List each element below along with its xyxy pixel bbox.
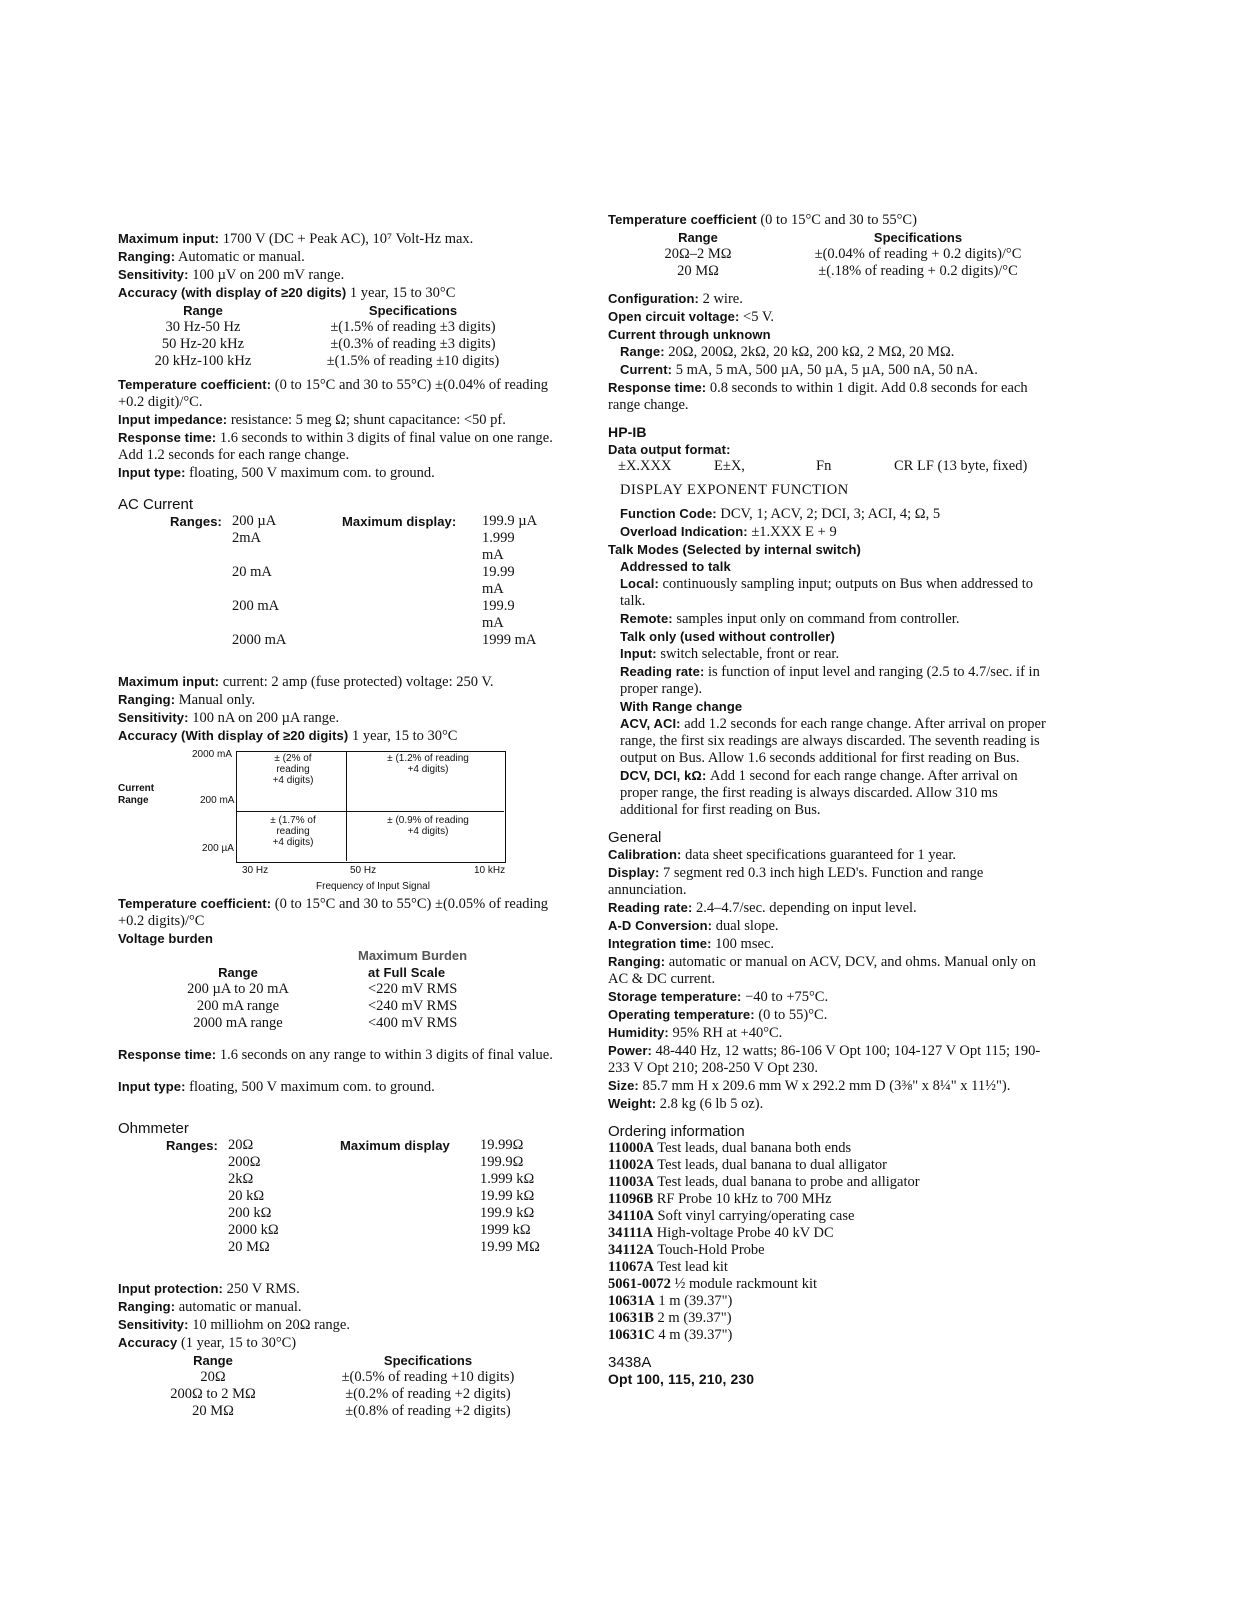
cell-bottom-left: ± (1.7% of reading +4 digits) [270, 815, 316, 848]
ohm-tempco-table [608, 229, 1048, 280]
x-tick-30hz: 30 Hz [242, 865, 269, 876]
display-exponent-function-line: DISPLAY EXPONENT FUNCTION [620, 482, 849, 498]
list-item: Calibration: data sheet specifications guaranteed for 1 year. [608, 847, 957, 863]
cell-top-right: ± (1.2% of reading +4 digits) [387, 753, 469, 775]
list-item: A-D Conversion: dual slope. [608, 918, 779, 934]
left-column [118, 230, 573, 1420]
grid-horizontal-divider [236, 811, 504, 812]
list-item: Weight: 2.8 kg (6 lb 5 oz). [608, 1096, 764, 1112]
table-row: 20 MΩ ±(0.8% of reading +2 digits) [192, 1403, 511, 1419]
table-row: 200 kΩ 199.9 kΩ [228, 1205, 535, 1221]
table-header-spec: Specifications [383, 1353, 473, 1368]
list-item: 10631A 1 m (39.37") [608, 1293, 733, 1309]
open-circuit-line: Open circuit voltage: <5 V. [608, 309, 775, 325]
y-tick-mid: 200 mA [200, 795, 235, 806]
function-code-line: Function Code: DCV, 1; ACV, 2; DCI, 3; ACI, 4; Ω, 5 [620, 506, 941, 522]
burden-header-full-scale: at Full Scale [368, 965, 446, 980]
max-input-line: Maximum input: 1700 V (DC + Peak AC), 10⁷ Volt-Hz max. [118, 231, 474, 247]
sensitivity-line: Sensitivity: 100 µV on 200 mV range. [118, 267, 345, 283]
ohm-sensitivity-line: Sensitivity: 10 milliohm on 20Ω range. [118, 1317, 350, 1333]
cell-top-left: ± (2% of reading +4 digits) [272, 753, 314, 786]
input-impedance-line: Input impedance: resistance: 5 meg Ω; shunt capacitance: <50 pf. [118, 412, 506, 428]
table-row: Ranges: 20Ω Maximum display 19.99Ω [166, 1137, 524, 1153]
list-item: 11000A Test leads, dual banana both ends [608, 1140, 852, 1156]
list-item: 34112A Touch-Hold Probe [608, 1242, 765, 1258]
configuration-line: Configuration: 2 wire. [608, 291, 743, 307]
ac-current-response-line: Response time: 1.6 seconds on any range to within 3 digits of final value. [118, 1047, 553, 1063]
list-item: 11003A Test leads, dual banana to probe and alligator [608, 1174, 920, 1190]
table-header-range: Range [183, 303, 223, 318]
list-item: 5061-0072 ½ module rackmount kit [608, 1276, 818, 1292]
ranging-line: Ranging: Automatic or manual. [118, 249, 305, 265]
right-column [608, 211, 1058, 1388]
table-row: 2000 kΩ 1999 kΩ [228, 1222, 531, 1238]
talk-only-heading: Talk only (used without controller) [620, 629, 835, 644]
ohm-accuracy-line: Accuracy (1 year, 15 to 30°C) [118, 1335, 297, 1351]
ac-current-max-input-line: Maximum input: current: 2 amp (fuse protected) voltage: 250 V. [118, 674, 494, 690]
list-item: Humidity: 95% RH at +40°C. [608, 1025, 783, 1041]
table-row: 2000 mA 1999 mA [232, 632, 537, 648]
dcv-dci-line: DCV, DCI, kΩ: Add 1 second for each range change. After arrival on proper range, the first reading is always discarded. Allow 310 ms additional for first reading on Bus. [620, 768, 1018, 818]
list-item: 10631C 4 m (39.37") [608, 1327, 733, 1343]
voltage-burden-heading: Voltage burden [118, 931, 214, 946]
table-row: 20 MΩ ±(.18% of reading + 0.2 digits)/°C [677, 263, 1018, 279]
table-row: 2mA 1.999 mA [232, 530, 515, 563]
list-item: Ranging: automatic or manual on ACV, DCV, and ohms. Manual only on AC & DC current. [608, 954, 1036, 987]
table-row: 20Ω–2 MΩ ±(0.04% of reading + 0.2 digits)/°C [664, 246, 1022, 262]
addressed-to-talk-heading: Addressed to talk [620, 559, 731, 574]
response-time-line: Response time: 1.6 seconds to within 3 digits of final value on one range. Add 1.2 seconds for each range change. [118, 430, 553, 463]
table-row: 20 MΩ 19.99 MΩ [228, 1239, 540, 1255]
model-number: 3438A [608, 1354, 652, 1371]
table-row: 2kΩ 1.999 kΩ [228, 1171, 535, 1187]
table-row: 30 Hz-50 Hz ±(1.5% of reading ±3 digits) [165, 319, 496, 335]
table-header-spec: Specifications [873, 230, 963, 245]
ac-current-ranges-table [118, 513, 538, 649]
list-item: Size: 85.7 mm H x 209.6 mm W x 292.2 mm D (3⅜" x 8¼" x 11½"). [608, 1078, 1011, 1094]
list-item: 11096B RF Probe 10 kHz to 700 MHz [608, 1191, 832, 1207]
ac-current-accuracy-line: Accuracy (With display of ≥20 digits) 1 year, 15 to 30°C [118, 728, 458, 744]
y-axis-label-line1: Current [118, 783, 155, 794]
ac-current-input-type-line: Input type: floating, 500 V maximum com. to ground. [118, 1079, 435, 1095]
table-row: 200 mA 199.9 mA [232, 598, 515, 631]
y-tick-top: 2000 mA [192, 749, 233, 760]
table-row: 20Ω ±(0.5% of reading +10 digits) [200, 1369, 515, 1385]
table-row: 2000 mA range <400 mV RMS [193, 1015, 458, 1031]
ac-current-tempco-line: Temperature coefficient: (0 to 15°C and 30 to 55°C) ±(0.05% of reading +0.2 digits)/°C [118, 896, 549, 929]
list-item: 11067A Test lead kit [608, 1259, 728, 1275]
list-item: Display: 7 segment red 0.3 inch high LED's. Function and range annunciation. [608, 865, 984, 898]
list-item: Operating temperature: (0 to 55)°C. [608, 1007, 828, 1023]
burden-header-range: Range [218, 965, 258, 980]
x-tick-10khz: 10 kHz [474, 865, 506, 876]
table-header-spec: Specifications [368, 303, 458, 318]
table-row: 200Ω to 2 MΩ ±(0.2% of reading +2 digits) [170, 1386, 511, 1402]
table-row: 20 kΩ 19.99 kΩ [228, 1188, 535, 1204]
table-row: Ranges: 200 µA Maximum display: 199.9 µA [170, 513, 538, 529]
table-header-range: Range [678, 230, 718, 245]
general-heading: General [608, 829, 662, 846]
general-list [608, 846, 1058, 1113]
list-item: Storage temperature: −40 to +75°C. [608, 989, 829, 1005]
table-header-range: Range [193, 1353, 233, 1368]
accuracy-line: Accuracy (with display of ≥20 digits) 1 year, 15 to 30°C [118, 285, 456, 301]
cell-bottom-right: ± (0.9% of reading +4 digits) [387, 815, 469, 837]
unknown-range-line: Range: 20Ω, 200Ω, 2kΩ, 20 kΩ, 200 kΩ, 2 MΩ, 20 MΩ. [620, 344, 955, 360]
with-range-change-heading: With Range change [620, 699, 743, 714]
table-row: 20 mA 19.99 mA [232, 564, 515, 597]
table-row: 200 µA to 20 mA <220 mV RMS [187, 981, 458, 997]
remote-line: Remote: samples input only on command from controller. [620, 611, 960, 627]
ohm-tempco-line: Temperature coefficient (0 to 15°C and 30 to 55°C) [608, 212, 917, 228]
voltage-burden-table [118, 947, 538, 1032]
list-item: Power: 48-440 Hz, 12 watts; 86-106 V Opt 100; 104-127 V Opt 115; 190-233 V Opt 210; 208-250 V Opt 230. [608, 1043, 1041, 1076]
ac-current-sensitivity-line: Sensitivity: 100 nA on 200 µA range. [118, 710, 340, 726]
x-axis-label: Frequency of Input Signal [316, 881, 430, 892]
burden-header-max: Maximum Burden [358, 948, 468, 963]
list-item: 34111A High-voltage Probe 40 kV DC [608, 1225, 834, 1241]
table-row: 200Ω 199.9Ω [228, 1154, 524, 1170]
list-item: Reading rate: 2.4–4.7/sec. depending on input level. [608, 900, 917, 916]
data-output-format-row: ±X.XXX E±X, Fn CR LF (13 byte, fixed) [618, 458, 1028, 474]
ac-current-heading: AC Current [118, 496, 194, 513]
list-item: Integration time: 100 msec. [608, 936, 774, 952]
input-line: Input: switch selectable, front or rear. [620, 646, 840, 662]
input-type-line: Input type: floating, 500 V maximum com. to ground. [118, 465, 435, 481]
model-options: Opt 100, 115, 210, 230 [608, 1371, 755, 1387]
table-row: 50 Hz-20 kHz ±(0.3% of reading ±3 digits) [161, 336, 496, 352]
hpib-heading: HP-IB [608, 424, 647, 440]
reading-rate-line: Reading rate: is function of input level and ranging (2.5 to 4.7/sec. if in proper range). [620, 664, 1040, 697]
x-tick-50hz: 50 Hz [350, 865, 377, 876]
ordering-information-heading: Ordering information [608, 1123, 745, 1140]
ohmmeter-ranges-table [118, 1137, 548, 1256]
local-line: Local: continuously sampling input; outputs on Bus when addressed to talk. [620, 576, 1034, 609]
input-protection-line: Input protection: 250 V RMS. [118, 1281, 300, 1297]
ohm-accuracy-table [118, 1352, 548, 1420]
list-item: 34110A Soft vinyl carrying/operating case [608, 1208, 855, 1224]
ohm-response-line: Response time: 0.8 seconds to within 1 digit. Add 0.8 seconds for each range change. [608, 380, 1028, 413]
acv-aci-line: ACV, ACI: add 1.2 seconds for each range change. After arrival on proper range, the first six readings are always discarded. The seventh reading is output on Bus. Allow 1.6 seconds additional for first reading on Bus. [620, 716, 1046, 766]
talk-modes-heading: Talk Modes (Selected by internal switch) [608, 542, 861, 557]
table-row: 20 kHz-100 kHz ±(1.5% of reading ±10 digits) [154, 353, 500, 369]
ordering-list [608, 1140, 1058, 1344]
y-axis-label-line2: Range [118, 795, 149, 806]
ohmmeter-heading: Ohmmeter [118, 1120, 189, 1137]
ac-current-ranging-line: Ranging: Manual only. [118, 692, 256, 708]
table-row: 200 mA range <240 mV RMS [196, 998, 458, 1014]
ac-voltage-accuracy-table [118, 302, 538, 370]
overload-indication-line: Overload Indication: ±1.XXX E + 9 [620, 524, 837, 540]
data-output-format-label: Data output format: [608, 442, 731, 457]
y-tick-bottom: 200 µA [202, 843, 234, 854]
tempco-line: Temperature coefficient: (0 to 15°C and 30 to 55°C) ±(0.04% of reading +0.2 digit)/°C. [118, 377, 549, 410]
accuracy-grid-diagram [118, 745, 573, 895]
current-through-unknown-heading: Current through unknown [608, 327, 771, 342]
list-item: 10631B 2 m (39.37") [608, 1310, 732, 1326]
ohm-ranging-line: Ranging: automatic or manual. [118, 1299, 302, 1315]
list-item: 11002A Test leads, dual banana to dual alligator [608, 1157, 887, 1173]
unknown-current-line: Current: 5 mA, 5 mA, 500 µA, 50 µA, 5 µA, 500 nA, 50 nA. [620, 362, 978, 378]
